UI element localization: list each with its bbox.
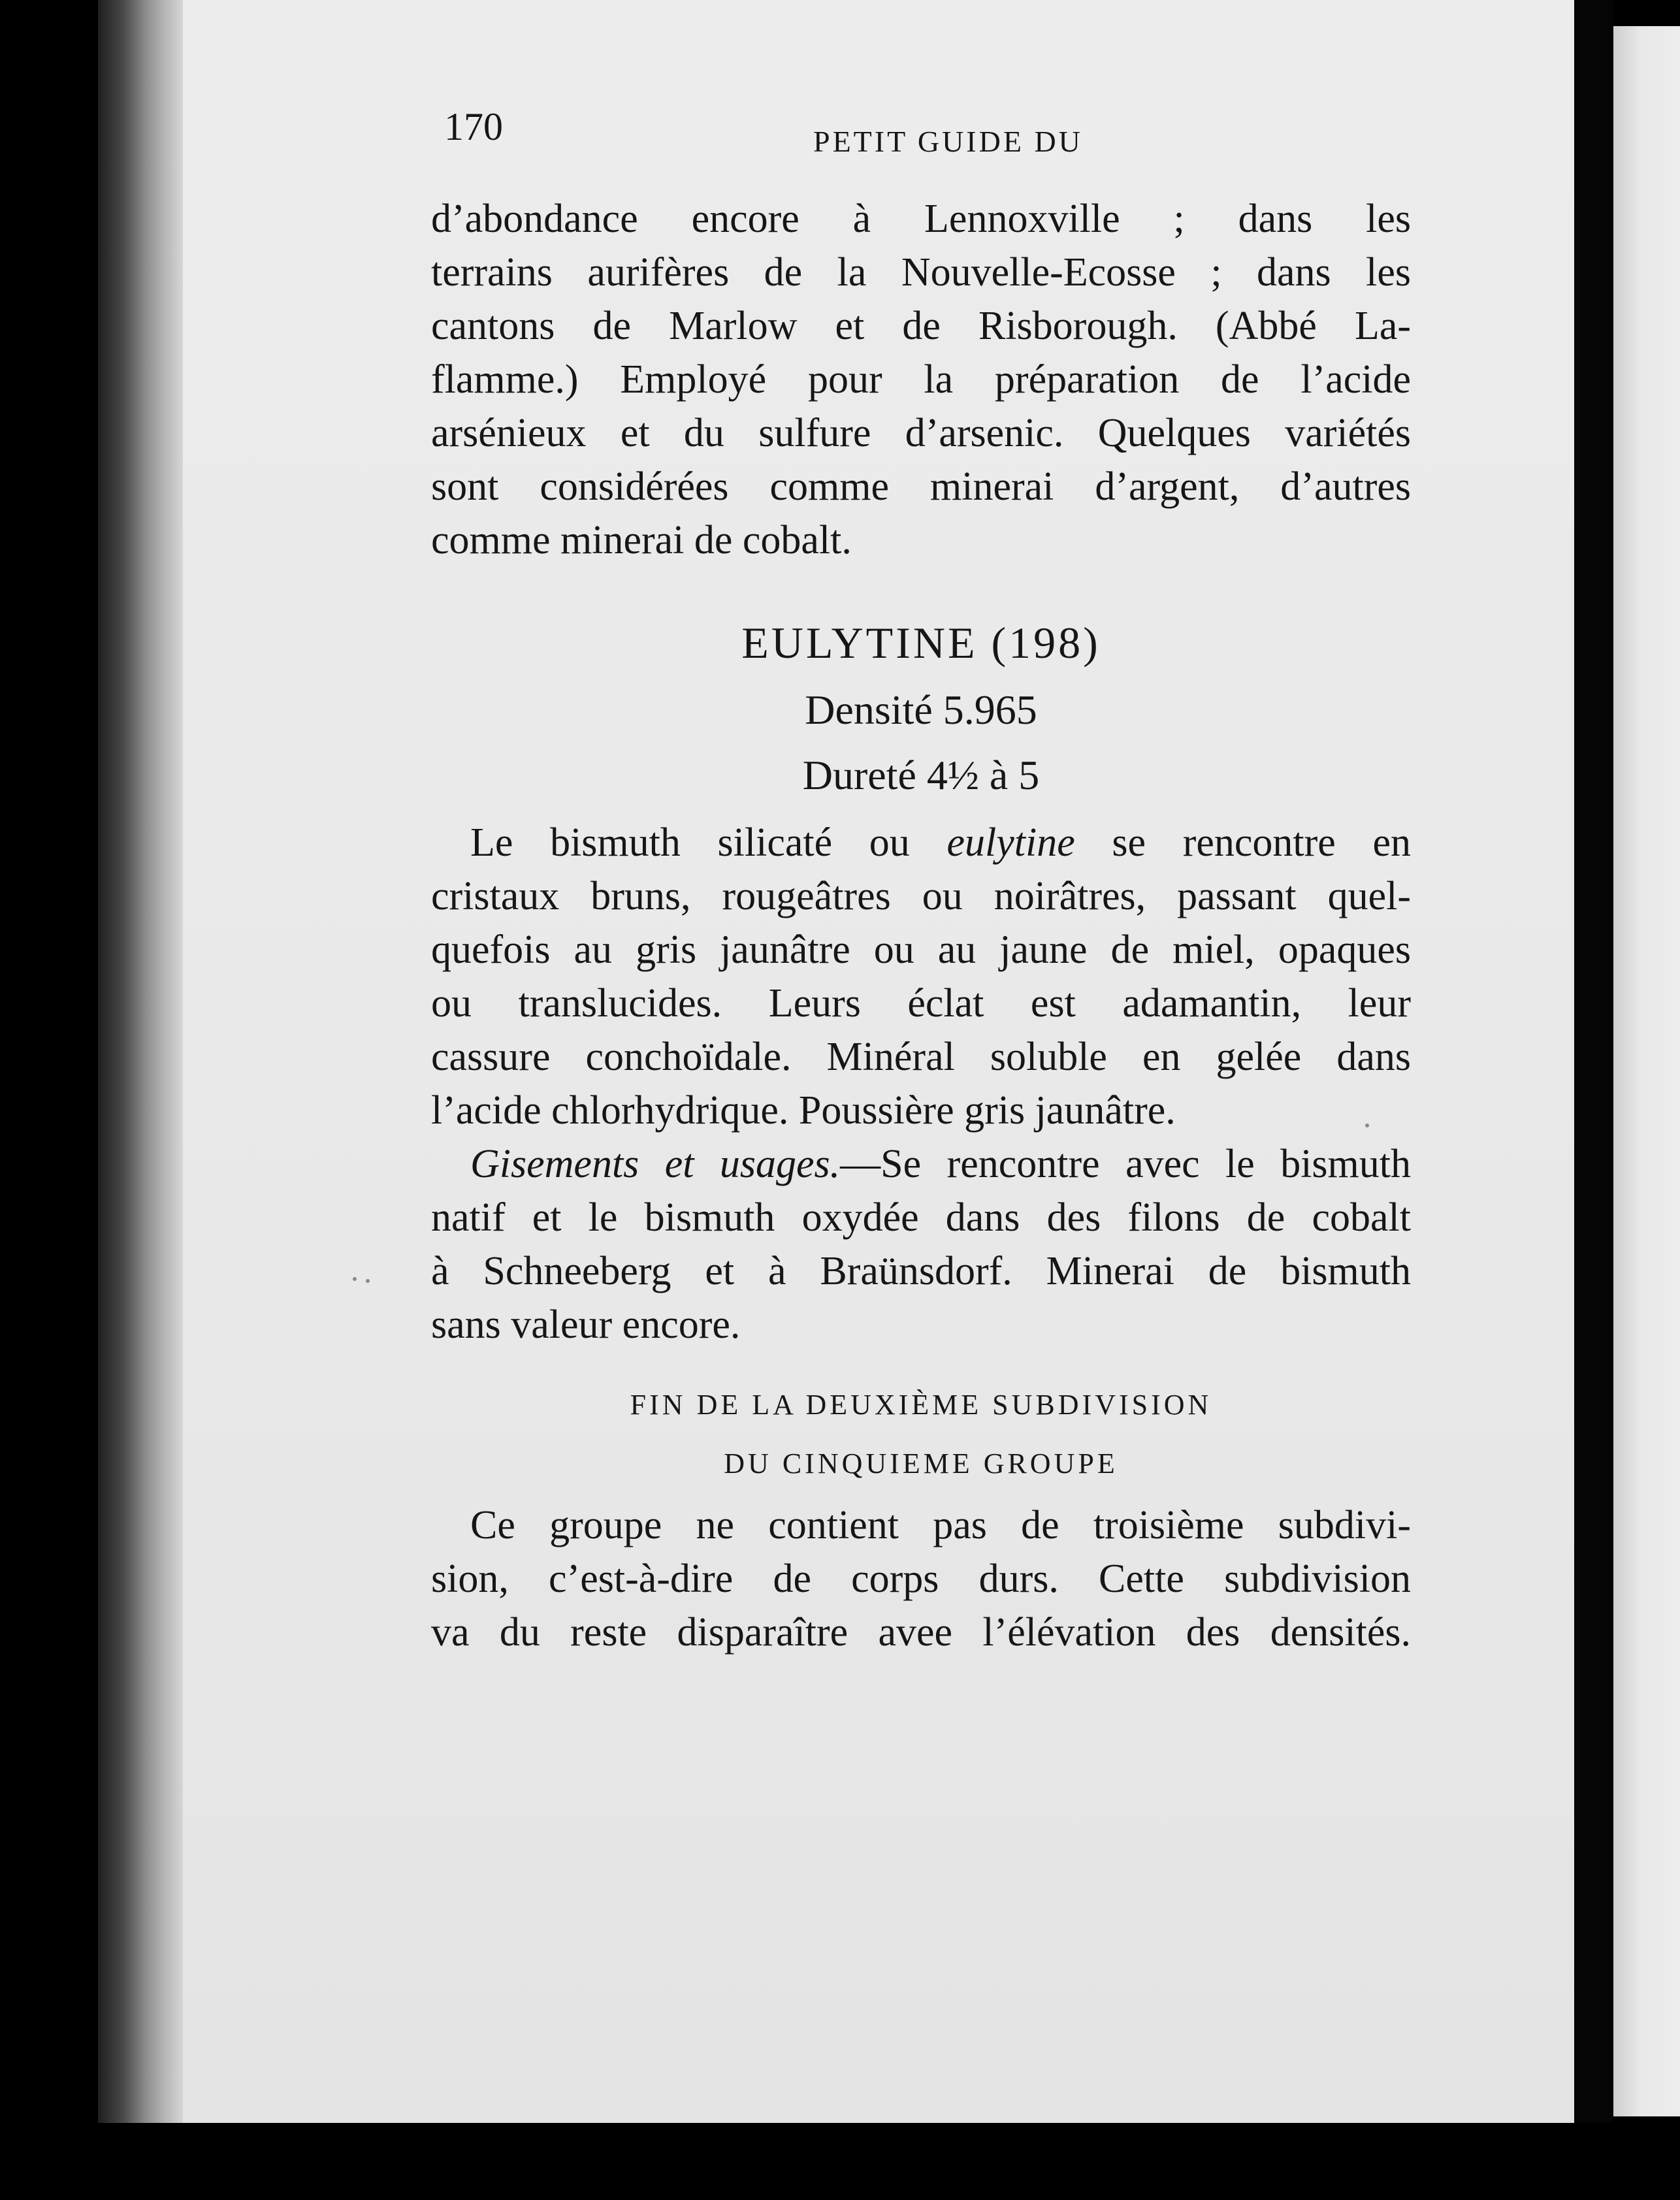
mineral-density: Densité 5.965 xyxy=(805,687,1037,733)
text-line: comme minerai de cobalt. xyxy=(431,518,852,562)
page-stack-edge xyxy=(98,0,183,2123)
text-line xyxy=(470,1141,1411,1188)
text-line: cassure conchoïdale. Minéral soluble en gelée dans xyxy=(431,1035,1411,1079)
text-line: flamme.) Employé pour la préparation de l’acide xyxy=(431,357,1411,402)
text-line: sion, c’est-à-dire de corps durs. Cette subdivision xyxy=(431,1557,1411,1601)
mineral-hardness: Dureté 4½ à 5 xyxy=(802,752,1040,798)
running-head: PETIT GUIDE DU xyxy=(813,125,1083,158)
paper-speck xyxy=(1365,1124,1369,1127)
text-line: l’acide chlorhydrique. Poussière gris jaunâtre. xyxy=(431,1088,1176,1133)
text-line: d’abondance encore à Lennoxville ; dans les xyxy=(431,197,1411,241)
text-line: cantons de Marlow et de Risborough. (Abbé La- xyxy=(431,304,1411,348)
paper-speck xyxy=(353,1277,357,1281)
section-end-line-1: FIN DE LA DEUXIÈME SUBDIVISION xyxy=(630,1389,1212,1421)
mineral-title: EULYTINE (198) xyxy=(741,618,1101,668)
text-span: se rencontre en xyxy=(1112,820,1412,865)
text-line: cristaux bruns, rougeâtres ou noirâtres, passant quel- xyxy=(431,874,1411,918)
page-number: 170 xyxy=(444,105,503,148)
text-line xyxy=(470,820,1411,866)
text-span: —Se rencontre avec le bismuth xyxy=(840,1142,1412,1186)
paper-speck xyxy=(366,1279,370,1283)
text-line: Ce groupe ne contient pas de troisième subdivi- xyxy=(470,1503,1411,1547)
italic-term: eulytine xyxy=(946,820,1075,865)
binding-gap xyxy=(1574,0,1613,2123)
text-line: sans valeur encore. xyxy=(431,1302,741,1347)
adjacent-page-edge xyxy=(1613,26,1680,2116)
text-line: arsénieux et du sulfure d’arsenic. Quelques variétés xyxy=(431,411,1411,455)
text-line: va du reste disparaître avee l’élévation des densités. xyxy=(431,1610,1411,1655)
text-line: sont considérées comme minerai d’argent, d’autres xyxy=(431,464,1411,509)
text-line: ou translucides. Leurs éclat est adamantin, leur xyxy=(431,981,1411,1026)
section-end-line-2: DU CINQUIEME GROUPE xyxy=(724,1448,1118,1480)
text-line: à Schneeberg et à Braünsdorf. Minerai de bismuth xyxy=(431,1249,1411,1293)
text-line: quefois au gris jaunâtre ou au jaune de miel, opaques xyxy=(431,928,1411,972)
text-span: Le bismuth silicaté ou xyxy=(470,820,910,865)
italic-label: Gisements et usages. xyxy=(470,1142,841,1186)
text-line: terrains aurifères de la Nouvelle-Ecosse ; dans les xyxy=(431,250,1411,295)
text-line: natif et le bismuth oxydée dans des filons de cobalt xyxy=(431,1195,1411,1240)
